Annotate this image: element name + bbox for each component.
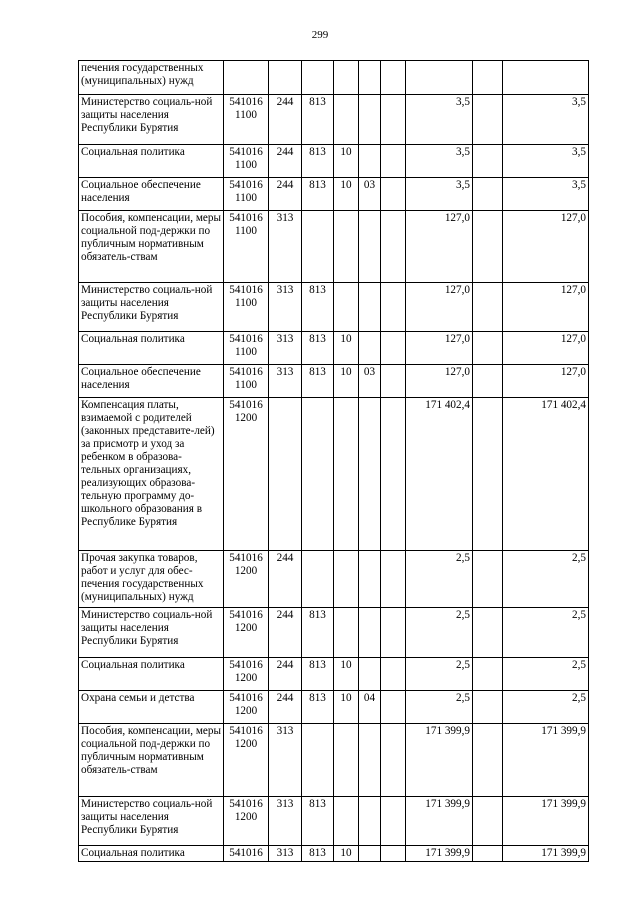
- cell-subsection: [359, 846, 381, 862]
- cell-ministry-code: 813: [302, 797, 334, 846]
- cell-name: Социальная политика: [79, 846, 224, 862]
- cell-name: Социальная политика: [79, 332, 224, 365]
- page-number: 299: [311, 29, 329, 41]
- table-row: [79, 211, 589, 283]
- cell-subsection: [359, 797, 381, 846]
- cell-amount-2: 127,0: [406, 365, 473, 398]
- cell-amount-2: 3,5: [406, 145, 473, 178]
- cell-subsection: [359, 211, 381, 283]
- table-row: [79, 797, 589, 846]
- table-row: [79, 691, 589, 724]
- cell-ministry-code: 813: [302, 658, 334, 691]
- cell-expense-type: 313: [269, 211, 302, 283]
- table-row: [79, 145, 589, 178]
- cell-amount-4: 3,5: [503, 95, 589, 145]
- cell-amount-3: [473, 846, 503, 862]
- cell-amount-2: 2,5: [406, 608, 473, 658]
- cell-ministry-code: 813: [302, 178, 334, 211]
- cell-ministry-code: [302, 551, 334, 608]
- table-row: [79, 551, 589, 608]
- cell-target-article: 541016 1100: [224, 145, 269, 178]
- cell-target-article: 541016 1100: [224, 332, 269, 365]
- cell-target-article: 541016 1200: [224, 658, 269, 691]
- cell-amount-2: 171 399,9: [406, 846, 473, 862]
- cell-target-article: 541016 1200: [224, 608, 269, 658]
- cell-amount-3: [473, 178, 503, 211]
- cell-target-article: 541016 1200: [224, 797, 269, 846]
- cell-subsection: [359, 283, 381, 332]
- cell-amount-4: 2,5: [503, 658, 589, 691]
- cell-amount-3: [473, 608, 503, 658]
- cell-target-article: 541016 1100: [224, 178, 269, 211]
- cell-section: 10: [334, 145, 359, 178]
- cell-amount-1: [381, 691, 406, 724]
- cell-amount-1: [381, 724, 406, 797]
- cell-ministry-code: 813: [302, 846, 334, 862]
- cell-name: Охрана семьи и детства: [79, 691, 224, 724]
- cell-section: 10: [334, 365, 359, 398]
- cell-target-article: 541016 1200: [224, 724, 269, 797]
- cell-ministry-code: [302, 724, 334, 797]
- cell-ministry-code: 813: [302, 691, 334, 724]
- cell-amount-4: 2,5: [503, 691, 589, 724]
- cell-amount-1: [381, 283, 406, 332]
- cell-expense-type: 244: [269, 608, 302, 658]
- cell-section: [334, 283, 359, 332]
- cell-amount-2: 2,5: [406, 551, 473, 608]
- cell-amount-1: [381, 398, 406, 551]
- cell-target-article: 541016 1100: [224, 211, 269, 283]
- cell-expense-type: 313: [269, 724, 302, 797]
- cell-section: 10: [334, 691, 359, 724]
- cell-amount-4: 127,0: [503, 332, 589, 365]
- cell-amount-1: [381, 178, 406, 211]
- cell-amount-2: 171 399,9: [406, 797, 473, 846]
- table-row: [79, 608, 589, 658]
- cell-expense-type: 313: [269, 797, 302, 846]
- cell-expense-type: [269, 398, 302, 551]
- table-row: [79, 95, 589, 145]
- cell-amount-2: 2,5: [406, 658, 473, 691]
- cell-section: [334, 61, 359, 95]
- cell-amount-1: [381, 658, 406, 691]
- cell-amount-4: 2,5: [503, 551, 589, 608]
- table-row: [79, 724, 589, 797]
- cell-amount-3: [473, 145, 503, 178]
- cell-amount-3: [473, 724, 503, 797]
- cell-amount-1: [381, 365, 406, 398]
- cell-ministry-code: [302, 398, 334, 551]
- cell-amount-1: [381, 332, 406, 365]
- cell-amount-4: 171 402,4: [503, 398, 589, 551]
- cell-amount-4: 171 399,9: [503, 724, 589, 797]
- cell-name: Пособия, компенсации, меры социальной под-держки по публичным нормативным обязатель-ствам: [79, 724, 224, 797]
- cell-expense-type: [269, 61, 302, 95]
- cell-target-article: 541016 1200: [224, 691, 269, 724]
- table-row: [79, 61, 589, 95]
- cell-subsection: [359, 724, 381, 797]
- cell-amount-3: [473, 283, 503, 332]
- cell-amount-1: [381, 846, 406, 862]
- table-body: [79, 61, 589, 862]
- cell-name: Министерство социаль-ной защиты населения Республики Бурятия: [79, 95, 224, 145]
- cell-amount-2: 127,0: [406, 211, 473, 283]
- cell-subsection: 03: [359, 365, 381, 398]
- cell-subsection: 03: [359, 178, 381, 211]
- cell-expense-type: 313: [269, 332, 302, 365]
- cell-subsection: 04: [359, 691, 381, 724]
- cell-section: [334, 724, 359, 797]
- cell-name: Министерство социаль-ной защиты населения Республики Бурятия: [79, 283, 224, 332]
- table-row: [79, 283, 589, 332]
- cell-expense-type: 244: [269, 145, 302, 178]
- cell-amount-1: [381, 608, 406, 658]
- cell-subsection: [359, 95, 381, 145]
- cell-amount-2: 3,5: [406, 95, 473, 145]
- cell-expense-type: 244: [269, 551, 302, 608]
- cell-section: [334, 211, 359, 283]
- cell-target-article: [224, 61, 269, 95]
- cell-amount-4: 3,5: [503, 178, 589, 211]
- cell-name: Прочая закупка товаров, работ и услуг для обес-печения государственных (муниципальных) нужд: [79, 551, 224, 608]
- cell-ministry-code: 813: [302, 95, 334, 145]
- cell-subsection: [359, 61, 381, 95]
- cell-amount-2: 127,0: [406, 283, 473, 332]
- cell-amount-1: [381, 551, 406, 608]
- cell-amount-3: [473, 691, 503, 724]
- cell-amount-1: [381, 61, 406, 95]
- cell-section: 10: [334, 332, 359, 365]
- cell-expense-type: 244: [269, 95, 302, 145]
- cell-target-article: 541016 1100: [224, 283, 269, 332]
- cell-section: 10: [334, 658, 359, 691]
- cell-amount-1: [381, 211, 406, 283]
- cell-amount-4: [503, 61, 589, 95]
- cell-target-article: 541016 1100: [224, 365, 269, 398]
- cell-amount-2: 2,5: [406, 691, 473, 724]
- cell-amount-2: 171 402,4: [406, 398, 473, 551]
- cell-ministry-code: [302, 61, 334, 95]
- cell-subsection: [359, 608, 381, 658]
- cell-amount-1: [381, 145, 406, 178]
- cell-ministry-code: 813: [302, 145, 334, 178]
- table-row: [79, 658, 589, 691]
- cell-amount-4: 2,5: [503, 608, 589, 658]
- cell-subsection: [359, 551, 381, 608]
- cell-amount-3: [473, 211, 503, 283]
- table-row: [79, 178, 589, 211]
- cell-amount-3: [473, 95, 503, 145]
- cell-section: [334, 551, 359, 608]
- cell-amount-2: 171 399,9: [406, 724, 473, 797]
- cell-expense-type: 313: [269, 846, 302, 862]
- cell-amount-3: [473, 658, 503, 691]
- cell-amount-3: [473, 332, 503, 365]
- cell-amount-3: [473, 551, 503, 608]
- cell-target-article: 541016 1100: [224, 95, 269, 145]
- cell-section: [334, 797, 359, 846]
- table-row: [79, 846, 589, 862]
- cell-amount-4: 171 399,9: [503, 846, 589, 862]
- cell-amount-4: 3,5: [503, 145, 589, 178]
- cell-expense-type: 244: [269, 178, 302, 211]
- cell-target-article: 541016: [224, 846, 269, 862]
- cell-amount-1: [381, 797, 406, 846]
- cell-amount-3: [473, 61, 503, 95]
- cell-amount-2: 127,0: [406, 332, 473, 365]
- cell-amount-1: [381, 95, 406, 145]
- budget-table: [78, 60, 589, 862]
- cell-amount-2: [406, 61, 473, 95]
- cell-section: 10: [334, 178, 359, 211]
- cell-ministry-code: 813: [302, 365, 334, 398]
- cell-section: 10: [334, 846, 359, 862]
- cell-section: [334, 398, 359, 551]
- cell-target-article: 541016 1200: [224, 551, 269, 608]
- cell-amount-3: [473, 398, 503, 551]
- cell-amount-4: 171 399,9: [503, 797, 589, 846]
- cell-name: Министерство социаль-ной защиты населения Республики Бурятия: [79, 797, 224, 846]
- cell-ministry-code: 813: [302, 608, 334, 658]
- cell-amount-2: 3,5: [406, 178, 473, 211]
- cell-expense-type: 313: [269, 365, 302, 398]
- table-row: [79, 398, 589, 551]
- cell-subsection: [359, 145, 381, 178]
- cell-name: Компенсация платы, взимаемой с родителей (законных представите-лей) за присмотр и уход за ребенком в образова-тельных организациях, реализующих образова-тельную программу до-школьного образования в Республике Бурятия: [79, 398, 224, 551]
- cell-subsection: [359, 398, 381, 551]
- cell-ministry-code: 813: [302, 332, 334, 365]
- cell-expense-type: 244: [269, 658, 302, 691]
- table-row: [79, 365, 589, 398]
- cell-target-article: 541016 1200: [224, 398, 269, 551]
- cell-amount-4: 127,0: [503, 211, 589, 283]
- cell-name: Социальное обеспечение населения: [79, 178, 224, 211]
- cell-amount-4: 127,0: [503, 283, 589, 332]
- cell-name: Пособия, компенсации, меры социальной под-держки по публичным нормативным обязатель-ствам: [79, 211, 224, 283]
- cell-expense-type: 313: [269, 283, 302, 332]
- cell-amount-3: [473, 365, 503, 398]
- cell-ministry-code: [302, 211, 334, 283]
- cell-section: [334, 95, 359, 145]
- cell-name: печения государственных (муниципальных) нужд: [79, 61, 224, 95]
- cell-subsection: [359, 332, 381, 365]
- cell-expense-type: 244: [269, 691, 302, 724]
- cell-name: Социальная политика: [79, 658, 224, 691]
- cell-subsection: [359, 658, 381, 691]
- cell-name: Социальная политика: [79, 145, 224, 178]
- cell-amount-4: 127,0: [503, 365, 589, 398]
- cell-section: [334, 608, 359, 658]
- table-row: [79, 332, 589, 365]
- cell-name: Социальное обеспечение населения: [79, 365, 224, 398]
- cell-name: Министерство социаль-ной защиты населения Республики Бурятия: [79, 608, 224, 658]
- cell-amount-3: [473, 797, 503, 846]
- cell-ministry-code: 813: [302, 283, 334, 332]
